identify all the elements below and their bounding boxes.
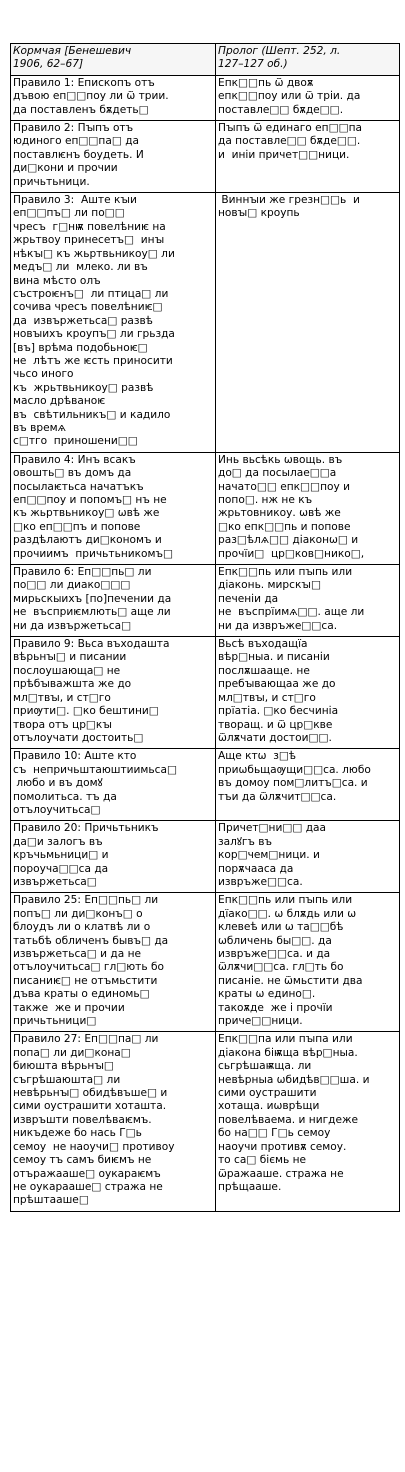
text-line: въ времѧ [13, 421, 66, 434]
text-line: Пꙑпъ ѿ единаго еп□□па [218, 122, 363, 135]
text-line: мл□твꙑ, и ст□го [218, 691, 316, 704]
text-line: не лѣтъ же ѥсть приносити [13, 354, 173, 367]
text-line: Инь вьсѣкь ѡвощь. въ [218, 453, 343, 466]
text-line: твора отъ цр□кꙑ [13, 718, 112, 731]
text-line: дїако□□. ѡ блѫдь или ѡ [218, 907, 357, 920]
table-row [11, 637, 400, 749]
text-line: прѣштааше□ [13, 1194, 89, 1207]
prolog-cell [216, 1032, 400, 1211]
text-line: невѣрьнꙑ□ обидѣвъше□ и [13, 1087, 168, 1100]
table-row [11, 1032, 400, 1211]
text-line: такоѫде же і прочїи [218, 1001, 333, 1014]
text-line: Причет□ни□□ даа [218, 822, 327, 835]
text-line: послѫшааще. не [218, 664, 310, 677]
text-line: приѡбьщаѹщи□□са. любо [218, 763, 371, 776]
text-line: Правило 9: Вьса въходашта [13, 638, 170, 651]
text-line: кръчьмьници□ и [13, 849, 109, 862]
text-line: поставлѥнъ боудеть. И [13, 148, 144, 161]
text-line: прочїи□ цр□ков□нико□, [218, 547, 365, 560]
table-row [11, 749, 400, 821]
text-line: клевеѣ или ѡ та□□бѣ [218, 921, 344, 934]
text-line: да извържетьса□ развѣ [13, 314, 153, 327]
text-line: извръже□□са. и да [218, 948, 331, 960]
text-line: Епк□□пь ѿ двоѫ [218, 76, 314, 89]
prolog-cell [216, 75, 400, 120]
text-line: еп□□поу и попомъ□ нъ не [13, 494, 167, 506]
text-line: дъва краты о единомь□ [13, 988, 150, 1001]
text-line: □ко епк□□пь и попове [218, 520, 351, 533]
kormchaya-cell [11, 749, 216, 821]
text-line: дъвою еп□□поу ли ѿ трии. [13, 90, 169, 103]
text-line: Епк□□па или пꙑпа или [218, 1033, 353, 1046]
text-line: прѣбꙑважшта же до [13, 678, 132, 691]
text-line: Правило 6: Еп□□пь□ ли [13, 566, 152, 579]
text-line: биюшта вѣрьнꙑ□ [13, 1060, 114, 1073]
prolog-cell [216, 749, 400, 821]
prolog-cell [216, 565, 400, 637]
kormchaya-cell [11, 637, 216, 749]
prolog-cell [216, 821, 400, 893]
text-line: съ непричьштаюштиимьса□ [13, 763, 177, 776]
text-line: любо и въ домꙋ [13, 777, 103, 790]
text-line: блоудъ ли о клатвѣ ли о [13, 921, 151, 934]
text-line: да поставленъ бѫдеть□ [13, 103, 149, 116]
text-line: Правило 2: Пꙑпъ отъ [13, 122, 134, 135]
text-line: прїатіа. □ко бесчиніа [218, 705, 339, 718]
text-line: ѡбличень бы□□. да [218, 934, 332, 947]
text-line: жрьтовникоу. ѡвѣ же [218, 507, 341, 520]
text-line: състроѥнъ□ ли птица□ ли [13, 287, 169, 300]
text-line: въ свѣтильникъ□ и кадило [13, 408, 171, 421]
text-line: да□и залогъ въ [13, 835, 103, 848]
text-line: также же и прочии [13, 1001, 125, 1014]
text-line: Епк□□пь или пꙑпь или [218, 894, 353, 907]
text-line: ди□кони и прочии [13, 162, 118, 175]
text-line: да поставле□□ бѫде□□. [218, 135, 361, 148]
text-line: ни да извръже□□са. [218, 619, 338, 632]
header-kormchaya [11, 44, 216, 76]
text-line: Аще ктѡ з□ѣ [218, 750, 297, 763]
text-line: медъ□ ли млеко. ли въ [13, 261, 148, 274]
prolog-cell [216, 121, 400, 193]
text-line: татьбѣ обличенъ бывъ□ да [13, 934, 169, 947]
text-line: мирьскыихъ [по]печении да [13, 592, 172, 605]
text-line: жрьтвоу принесетъ□ инꙑ [13, 234, 165, 247]
text-line: извръже□□са. [218, 875, 303, 888]
table-row [11, 821, 400, 893]
text-line: Правило 3: Аште кꙑи [13, 194, 137, 207]
text-line: сьгрѣшаѭща. ли [218, 1060, 312, 1073]
text-line: извържетьса□ и да не [13, 948, 142, 960]
text-line: вѣр□ныа. и писаніи [218, 651, 330, 664]
text-line: залꙋгъ въ [218, 835, 273, 848]
text-line: печеніи да [218, 592, 279, 605]
text-line: тъи да ѿлѫчит□□са. [218, 790, 337, 803]
text-line: отълоучитьса□ гл□ють бо [13, 961, 164, 974]
text-line: семоу тъ самъ биѥмъ не [13, 1154, 152, 1167]
text-line: новꙑ□ кроупь [218, 207, 300, 220]
text-line: чресъ г□нѭ повелѣниѥ на [13, 220, 166, 233]
text-line: начато□□ епк□□поу и [218, 480, 350, 493]
text-line: бо на□□ Г□ь семоу [218, 1127, 331, 1140]
kormchaya-cell [11, 452, 216, 564]
text-line: поставле□□ бѫде□□. [218, 103, 344, 116]
text-line: кор□чем□ници. и [218, 849, 320, 862]
text-line: □ко еп□□пъ и попове [13, 520, 141, 533]
text-line: вина мѣсто олъ [13, 274, 101, 287]
prolog-cell [216, 452, 400, 564]
kormchaya-cell [11, 565, 216, 637]
table-row [11, 565, 400, 637]
kormchaya-cell [11, 893, 216, 1032]
text-line: Епк□□пь или пꙑпь или [218, 566, 353, 579]
canon-comparison-table [10, 43, 400, 1212]
text-line: масло дрѣваноѥ [13, 395, 106, 408]
table-row [11, 893, 400, 1032]
text-line: не оукарааше□ стража не [13, 1180, 163, 1193]
text-line: приче□□ници. [218, 1015, 303, 1028]
text-line: не въсприѥмлють□ аще ли [13, 606, 171, 619]
text-line: нѣкꙑ□ къ жьртвьникоу□ ли [13, 247, 175, 260]
kormchaya-cell [11, 1032, 216, 1211]
header-row [11, 44, 400, 76]
text-line: Правило 4: Инъ всакъ [13, 453, 136, 466]
text-line: отълоучитьса□ [13, 803, 101, 816]
text-line: Правило 10: Аште кто [13, 750, 137, 763]
text-line: отълоучати достоить□ [13, 731, 144, 744]
text-line: сочива чресъ повелѣниѥ□ [13, 301, 163, 314]
text-line: ни да извържетьса□ [13, 619, 132, 632]
text-line: ѿражааше. стража не [218, 1167, 344, 1180]
text-line: семоу не наоучи□ противоу [13, 1140, 175, 1153]
text-line: никъдеже бо нась Г□ь [13, 1127, 142, 1140]
text-line: діакона біѭща вѣр□ныа. [218, 1046, 358, 1059]
text-line: повелѣваема. и нигдеже [218, 1113, 359, 1126]
text-line: причьтьници□ [13, 1015, 97, 1028]
text-line: къ жьртвьникоу□ ѡвѣ же [13, 507, 160, 520]
text-line: порѫчааса да [218, 862, 294, 875]
text-line: Правило 1: Епископъ отъ [13, 76, 155, 89]
text-line: 127–127 об.) [218, 58, 288, 71]
table-header [11, 44, 400, 76]
text-line: Правило 25: Еп□□пь□ ли [13, 894, 159, 907]
text-line: пороуча□□са да [13, 862, 109, 875]
text-line: новꙑихъ кроупъ□ ли грьзда [13, 328, 175, 341]
text-line: раз□ѣлѧ□□ діаконѡ□ и [218, 534, 359, 547]
text-line: раздѣлаютъ ди□кономъ и [13, 534, 162, 547]
text-line: овошть□ въ домъ да [13, 467, 132, 480]
text-line: Правило 20: Причьтьникъ [13, 822, 159, 835]
text-line: по□□ ли диако□□□ [13, 579, 131, 592]
text-line: приѹти□. □ко бештини□ [13, 705, 159, 718]
table-row [11, 452, 400, 564]
text-line: мл□твꙑ, и ст□го [13, 691, 111, 704]
text-line: помолитьса. тъ да [13, 790, 117, 803]
table-row [11, 121, 400, 193]
prolog-cell [216, 193, 400, 453]
text-line: сими оустрашити [218, 1087, 317, 1100]
text-line: не въспрїимѧ□□. аще ли [218, 606, 365, 619]
text-line: еп□□пъ□ ли по□□ [13, 207, 125, 220]
text-line: невѣрныа ѡбидѣв□□ша. и [218, 1073, 370, 1086]
text-line: въ домоу пом□литъ□са. и [218, 777, 368, 790]
text-line: и иніи причет□□ници. [218, 148, 350, 161]
text-line: юдиного еп□□па□ да [13, 135, 140, 148]
text-line: вѣрьнꙑ□ и писании [13, 651, 127, 664]
text-line: попа□ ли ди□кона□ [13, 1046, 131, 1059]
text-line: епк□□поу или ѿ тріи. да [218, 90, 361, 103]
text-line: Пролог (Шепт. 252, л. [218, 45, 341, 57]
text-line: къ жрьтвьникоу□ развѣ [13, 381, 154, 394]
text-line: отъражааше□ оукараѥмъ [13, 1167, 161, 1180]
kormchaya-cell [11, 821, 216, 893]
table-row [11, 75, 400, 120]
prolog-cell [216, 893, 400, 1032]
text-line: попо□. нж не къ [218, 494, 313, 506]
text-line: Вьсѣ въходащїа [218, 638, 308, 651]
text-line: с□тго приношени□□ [13, 435, 138, 448]
text-line: краты ѡ едино□. [218, 988, 316, 1001]
text-line: послоушающа□ не [13, 664, 121, 677]
text-line: пребꙑвающаа же до [218, 678, 336, 691]
table-row [11, 193, 400, 453]
text-line: Кормчая [Бенешевич [13, 45, 132, 57]
text-line: съгрѣшаюшта□ ли [13, 1073, 121, 1086]
kormchaya-cell [11, 193, 216, 453]
text-line: прѣщааше. [218, 1180, 282, 1193]
text-line: извържетьса□ [13, 875, 97, 888]
text-line: писаниѥ□ не отъмьстити [13, 974, 158, 987]
text-line: ѿлѫчи□□са. гл□ть бо [218, 961, 344, 974]
kormchaya-cell [11, 121, 216, 193]
text-line: діаконь. мирскꙑ□ [218, 579, 321, 592]
text-line: ѿлѫчати достои□□. [218, 731, 332, 744]
kormchaya-cell [11, 75, 216, 120]
text-line: то са□ біємь не [218, 1154, 307, 1167]
text-line: хотаща. иѡврѣщи [218, 1100, 320, 1113]
text-line: попъ□ ли ди□конъ□ о [13, 907, 143, 920]
text-line: Виннꙑи же грезн□□ь и [218, 194, 360, 207]
text-line: прочиимъ причьтьникомъ□ [13, 547, 174, 560]
text-line: 1906, 62–67] [13, 58, 84, 71]
text-line: писаніе. не ѿмьстити два [218, 974, 363, 987]
text-line: посылаѥтьса начатъкъ [13, 480, 144, 493]
text-line: причьтьници. [13, 175, 90, 188]
text-line: наоучи противѫ семоу. [218, 1140, 347, 1153]
prolog-cell [216, 637, 400, 749]
text-line: сими оустрашити хоташта. [13, 1100, 167, 1113]
text-line: творащ. и ѿ цр□кве [218, 718, 333, 731]
text-line: до□ да посылае□□а [218, 467, 337, 480]
text-line: извръшти повелѣваѥмъ. [13, 1113, 152, 1126]
text-line: [въ] врѣма подобьноѥ□ [13, 341, 148, 354]
header-prolog [216, 44, 400, 76]
text-line: чьсо иного [13, 368, 74, 381]
text-line: Правило 27: Еп□□па□ ли [13, 1033, 159, 1046]
table-body [11, 75, 400, 1211]
